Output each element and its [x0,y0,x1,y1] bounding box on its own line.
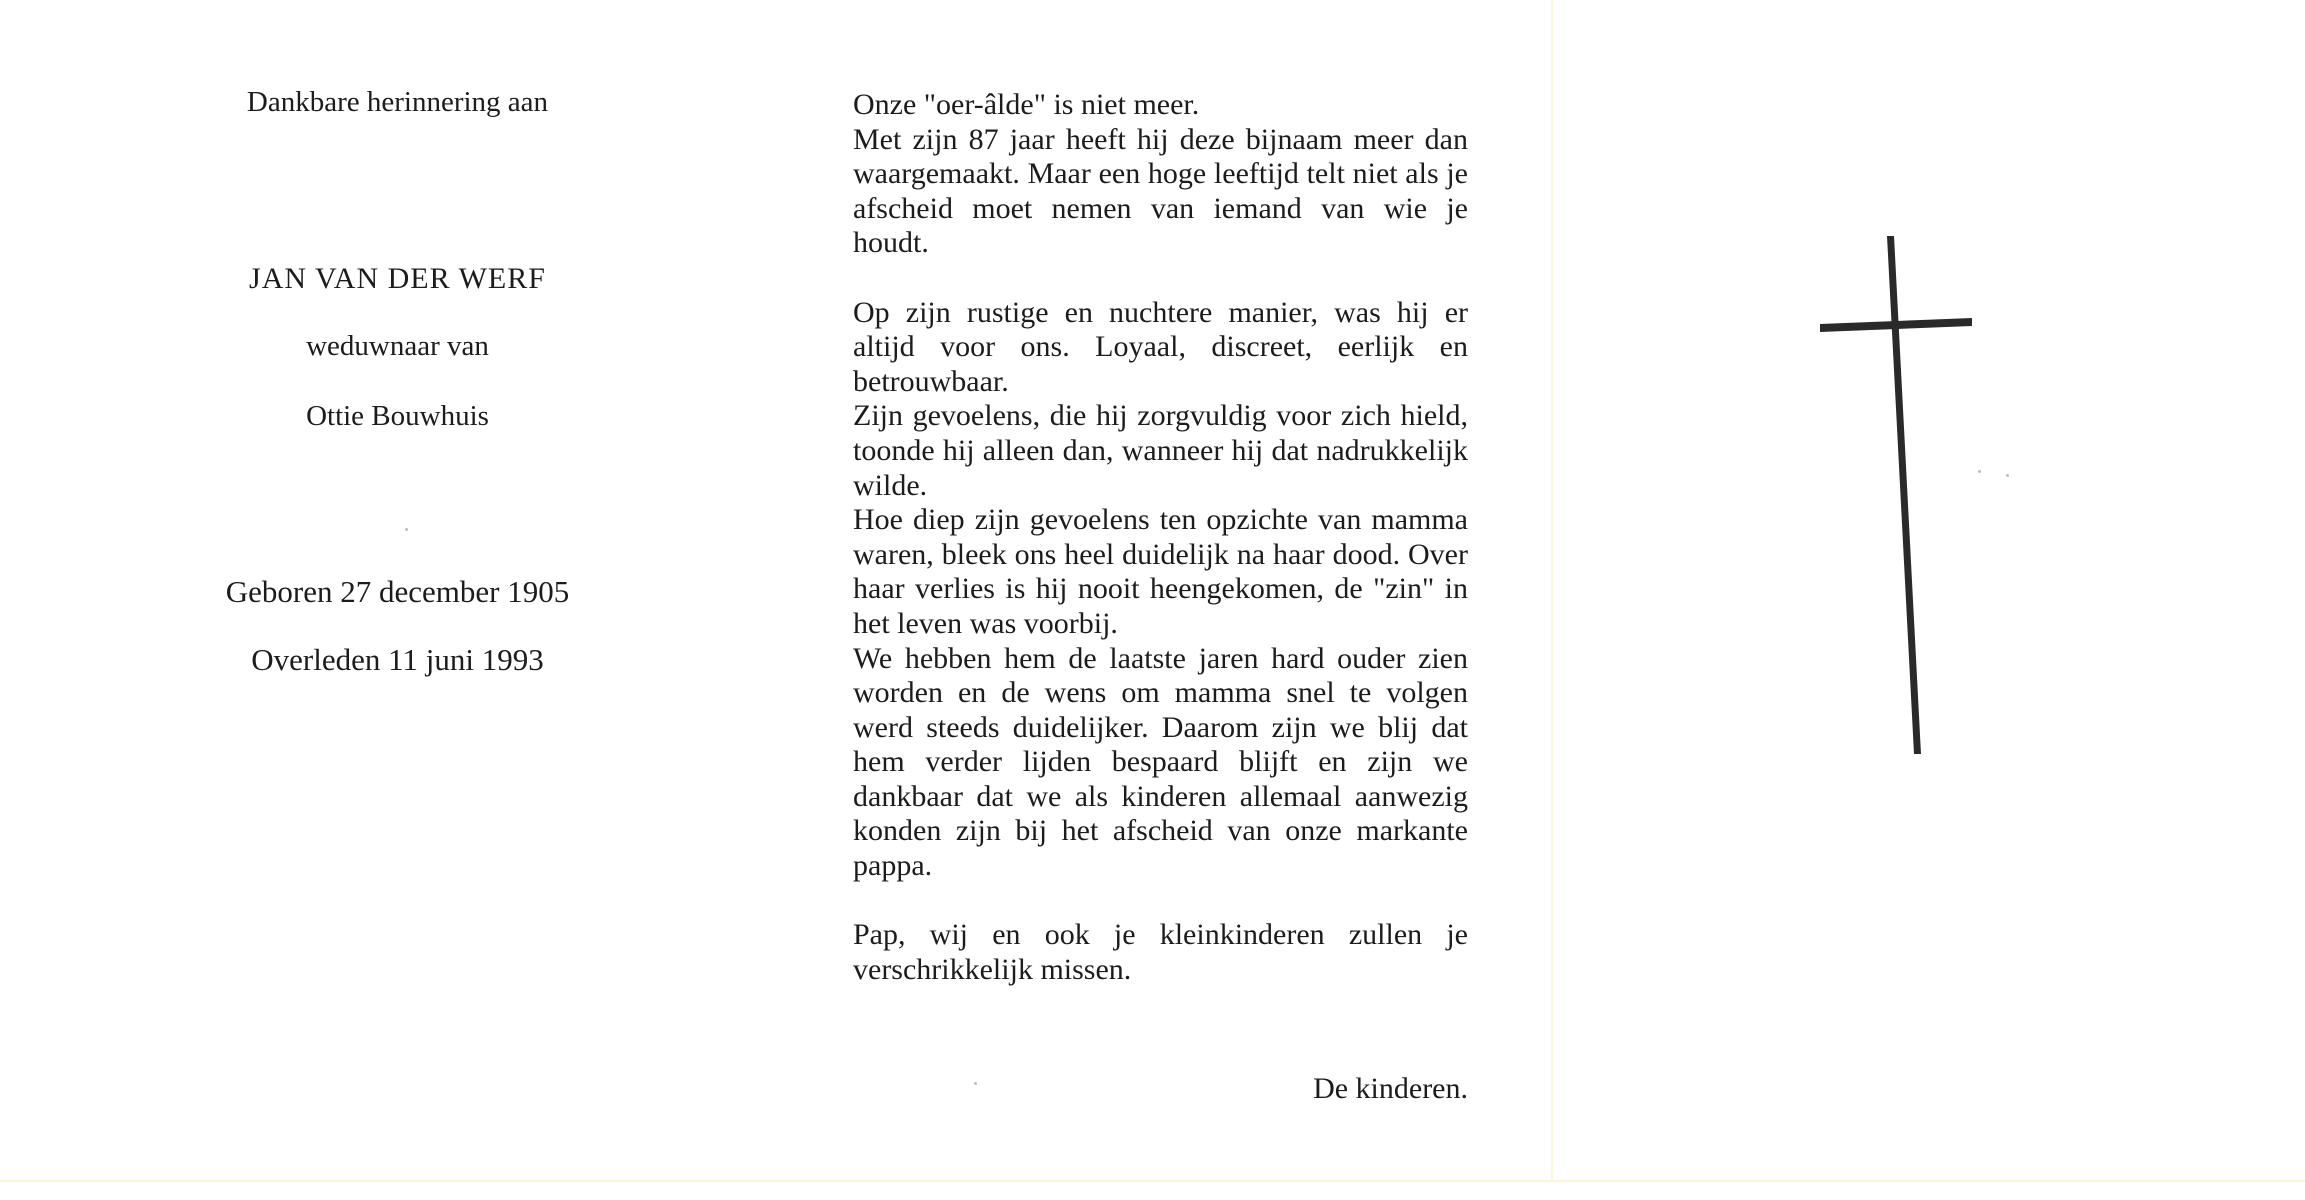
tribute-paragraph: Zijn gevoelens, die hij zorgvuldig voor zich hield, toonde hij alleen dan, wanneer hij dat nadrukkelijk wilde. [853,399,1468,502]
tribute-paragraph: Op zijn rustige en nuchtere manier, was hij er altijd voor ons. Loyaal, discreet, eerlijk en betrouwbaar. [853,295,1468,398]
tribute-paragraph: Onze "oer-âlde" is niet meer. [853,88,1200,121]
spouse-name: Ottie Bouwhuis [306,400,489,432]
paper-speck [1978,470,1981,473]
birth-date: Geboren 27 december 1905 [225,574,570,609]
tribute-paragraph: Hoe diep zijn gevoelens ten opzichte van mamma waren, bleek ons heel duidelijk na haar dood. Over haar verlies is hij nooit heengekomen, de "zin" in het leven was voorbij. [853,503,1468,640]
cross-vertical-beam [1887,236,1921,754]
deceased-name: JAN VAN DER WERF [249,262,546,295]
tribute-paragraph: Pap, wij en ook je kleinkinderen zullen je verschrikkelijk missen. [853,918,1468,986]
paper-speck [405,528,408,531]
death-date: Overleden 11 juni 1993 [251,642,544,677]
paper-speck [974,1082,977,1085]
card-bottom-edge [0,1180,2305,1182]
cross-icon [1820,236,1972,754]
paper-speck [2006,474,2009,477]
tribute-paragraph: Met zijn 87 jaar heeft hij deze bijnaam meer dan waargemaakt. Maar een hoge leeftijd telt niet als je afscheid moet nemen van iemand van wie je houdt. [853,122,1468,260]
widower-label: weduwnaar van [306,330,489,362]
tribute-text [853,88,1468,987]
signature: De kinderen. [1313,1072,1468,1105]
fold-line [1551,0,1553,1180]
intro-text: Dankbare herinnering aan [246,86,549,118]
tribute-paragraph: We hebben hem de laatste jaren hard ouder zien worden en de wens om mamma snel te volgen werd steeds duidelijker. Daarom zijn we blij dat hem verder lijden bespaard blijft en zijn we dankbaar dat we als kinderen allemaal aanwezig konden zijn bij het afscheid van onze markante pappa. [853,641,1468,883]
